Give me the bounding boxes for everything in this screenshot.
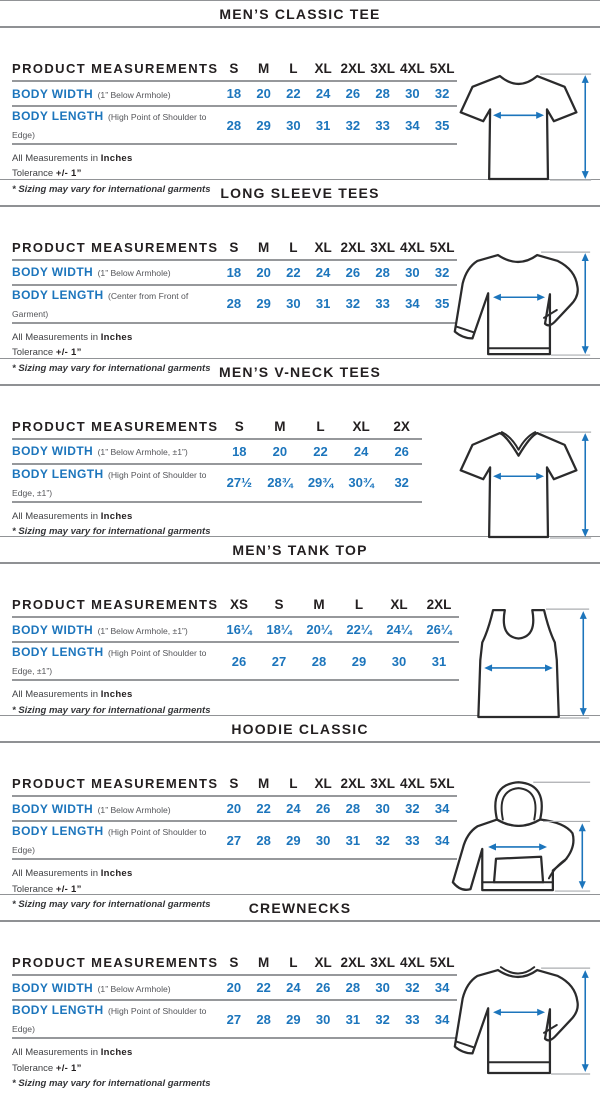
measurement-label: BODY LENGTH <box>12 824 104 839</box>
measurement-value: 24 <box>286 801 301 817</box>
size-header-xl: XL <box>314 239 332 255</box>
table-header-label: PRODUCT MEASUREMENTS <box>12 597 219 613</box>
measurement-value: 29 <box>351 653 367 669</box>
measurement-value: 30¾ <box>348 475 374 491</box>
measurement-value: 30 <box>405 86 420 101</box>
size-header-m: M <box>258 239 270 255</box>
measurement-value: 32 <box>405 980 420 996</box>
measurement-row <box>12 617 459 642</box>
size-header-4xl: 4XL <box>399 776 425 792</box>
table-header-label: PRODUCT MEASUREMENTS <box>12 418 219 434</box>
footnote-text: * Sizing may vary for international garments <box>12 362 211 374</box>
measurement-value: 24 <box>315 264 331 280</box>
footnote-text: * Sizing may vary for international garments <box>12 183 211 195</box>
size-header-2xl: 2XL <box>340 239 366 255</box>
measurement-value: 18¼ <box>266 622 292 638</box>
measurement-value: 28 <box>375 264 390 280</box>
measurement-label: BODY LENGTH <box>12 109 104 123</box>
measurement-value: 26¼ <box>426 622 452 638</box>
measurement-row <box>12 439 422 464</box>
measurement-value: 30 <box>375 980 390 996</box>
measurement-value: 29 <box>286 1011 301 1027</box>
measurement-value: 26 <box>231 653 247 669</box>
footnote-text: * Sizing may vary for international garments <box>12 1077 211 1089</box>
measurement-value: 32 <box>345 117 361 133</box>
measurement-value: 30 <box>286 296 301 312</box>
measurement-label: BODY WIDTH <box>12 801 94 816</box>
footnote-text: * Sizing may vary for international garments <box>12 899 211 911</box>
section-crewnecks <box>0 894 600 1089</box>
measurement-value: 29 <box>256 296 271 312</box>
measurement-value: 34 <box>405 117 420 133</box>
measurement-value: 35 <box>434 296 450 312</box>
footnote-bold-text: +/- 1” <box>55 168 82 180</box>
size-header-s: S <box>229 955 239 971</box>
measurement-note: (1” Below Armhole) <box>97 89 171 100</box>
measurement-value: 32 <box>434 86 450 101</box>
measurement-value: 27 <box>226 1011 242 1027</box>
measurement-note: (1” Below Armhole, ±1”) <box>97 447 188 458</box>
measurement-row <box>12 821 457 859</box>
footnote-text: All Measurements in <box>12 689 101 701</box>
measurement-value: 24 <box>315 86 331 101</box>
measurement-value: 34 <box>434 801 450 817</box>
footnote-bold-text: Inches <box>100 1047 133 1059</box>
measurement-note: (High Point of Shoulder to Edge) <box>12 827 207 856</box>
measurement-label: BODY LENGTH <box>12 287 104 302</box>
measurement-note: (1” Below Armhole, ±1”) <box>97 625 188 636</box>
measurement-value: 22 <box>313 443 328 459</box>
body-length-arrow <box>582 75 589 179</box>
size-header-l: L <box>289 955 298 971</box>
footnote-text: All Measurements in <box>12 331 101 343</box>
measurement-value: 34 <box>434 1011 450 1027</box>
size-header-xs: XS <box>229 597 248 613</box>
measurement-value: 20 <box>226 980 242 996</box>
measurement-label: BODY WIDTH <box>12 86 94 101</box>
measurement-value: 24¼ <box>386 622 412 638</box>
section-tank-top <box>0 536 600 715</box>
measurement-value: 34 <box>434 980 450 996</box>
size-header-2xl: 2XL <box>426 597 452 613</box>
crewneck-illustration <box>445 953 597 1095</box>
measurement-value: 34 <box>434 832 450 848</box>
measurement-value: 32 <box>405 801 420 817</box>
size-table-hoodie-classic <box>12 772 457 860</box>
measurement-value: 22 <box>286 86 301 101</box>
measurement-value: 20 <box>256 264 271 280</box>
measurement-row <box>12 464 422 502</box>
measurement-value: 22 <box>286 264 301 280</box>
measurement-value: 28¾ <box>267 475 293 491</box>
measurement-note: (High Point of Shoulder to Edge) <box>12 112 207 140</box>
measurement-note: (High Point of Shoulder to Edge) <box>12 1006 207 1035</box>
size-header-s: S <box>229 61 239 76</box>
size-header-l: L <box>354 597 364 613</box>
measurement-value: 18 <box>226 86 242 101</box>
measurement-value: 30 <box>405 264 420 280</box>
size-header-l: L <box>289 239 298 255</box>
footnote-text: All Measurements in <box>12 153 101 164</box>
measurement-value: 20 <box>226 801 242 817</box>
size-header-5xl: 5XL <box>429 776 455 792</box>
size-header-5xl: 5XL <box>429 239 455 255</box>
measurement-row <box>12 81 457 106</box>
measurement-note: (1” Below Armhole) <box>97 268 171 279</box>
measurement-value: 26 <box>394 443 409 459</box>
section-title: MEN’S CLASSIC TEE <box>219 6 381 22</box>
measurement-value: 33 <box>375 117 390 133</box>
footnote-bold-text: +/- 1” <box>55 347 82 359</box>
measurement-value: 27½ <box>226 475 252 491</box>
size-header-m: M <box>258 61 270 76</box>
measurement-value: 30 <box>315 832 331 848</box>
hoodie-illustration <box>445 774 597 916</box>
footnote-text: All Measurements in <box>12 510 101 522</box>
measurement-value: 31 <box>345 832 361 848</box>
v-neck-tee-illustration <box>445 417 597 559</box>
measurement-value: 24 <box>353 443 369 459</box>
measurement-value: 31 <box>315 296 331 312</box>
size-header-2xl: 2XL <box>340 776 366 792</box>
footnote-bold-text: Inches <box>100 689 133 701</box>
tank-top-illustration <box>445 595 597 737</box>
measurement-value: 29 <box>256 117 271 133</box>
footnote-text: All Measurements in <box>12 868 101 880</box>
footnote-text: * Sizing may vary for international garments <box>12 704 211 716</box>
size-header-m: M <box>274 418 286 434</box>
measurement-label: BODY WIDTH <box>12 265 94 280</box>
size-header-l: L <box>316 418 325 434</box>
measurement-label: BODY WIDTH <box>12 444 94 459</box>
measurement-note: (High Point of Shoulder to Edge, ±1”) <box>12 469 207 498</box>
size-header-3xl: 3XL <box>370 955 395 971</box>
size-header-2x: 2X <box>393 418 410 434</box>
size-header-xl: XL <box>314 61 332 76</box>
size-header-xl: XL <box>314 955 332 971</box>
body-length-arrow <box>582 433 589 537</box>
size-header-m: M <box>258 955 270 971</box>
table-header-label: PRODUCT MEASUREMENTS <box>12 61 219 76</box>
measurement-value: 18 <box>226 264 242 280</box>
measurement-value: 28 <box>226 296 242 312</box>
measurement-value: 26 <box>315 980 331 996</box>
footnote-bold-text: Inches <box>100 153 133 164</box>
measurement-value: 28 <box>226 117 242 133</box>
footnote-text: Tolerance <box>12 1062 56 1074</box>
measurement-note: (1” Below Armhole) <box>97 804 171 815</box>
size-header-3xl: 3XL <box>370 61 395 76</box>
footnote-bold-text: Inches <box>100 510 133 522</box>
measurement-value: 26 <box>345 264 361 280</box>
measurement-row <box>12 106 457 144</box>
section-title: MEN’S V-NECK TEES <box>219 363 381 380</box>
size-header-3xl: 3XL <box>370 776 395 792</box>
size-header-xl: XL <box>352 418 370 434</box>
measurement-label: BODY WIDTH <box>12 980 94 995</box>
footnote-text: Tolerance <box>12 347 56 359</box>
measurement-value: 30 <box>391 653 407 669</box>
measurement-value: 32 <box>345 296 361 312</box>
measurement-label: BODY LENGTH <box>12 466 104 481</box>
size-header-4xl: 4XL <box>399 955 425 971</box>
measurement-value: 30 <box>286 117 301 133</box>
section-title: CREWNECKS <box>248 900 352 917</box>
body-length-arrow <box>582 253 589 354</box>
footnote-text: Tolerance <box>12 883 56 895</box>
footnote-bold-text: +/- 1” <box>55 883 82 895</box>
classic-tee-illustration <box>445 59 597 201</box>
measurement-value: 24 <box>286 980 301 996</box>
size-header-s: S <box>229 239 239 255</box>
measurement-value: 29 <box>286 832 301 848</box>
measurement-note: (Center from Front of Garment) <box>12 290 189 319</box>
measurement-value: 32 <box>375 1011 390 1027</box>
measurement-value: 20¼ <box>306 622 332 638</box>
measurement-value: 22 <box>256 801 271 817</box>
measurement-row <box>12 975 457 1000</box>
size-header-s: S <box>234 418 244 434</box>
measurement-row <box>12 285 457 323</box>
measurement-value: 28 <box>256 1011 271 1027</box>
measurement-note: (High Point of Shoulder to Edge, ±1”) <box>12 648 207 677</box>
size-header-2xl: 2XL <box>340 61 366 76</box>
section-title: LONG SLEEVE TEES <box>220 184 380 201</box>
measurement-value: 28 <box>375 86 390 101</box>
measurement-value: 18 <box>232 443 247 459</box>
measurement-value: 33 <box>375 296 390 312</box>
measurement-value: 28 <box>311 653 327 669</box>
size-header-m: M <box>258 776 270 792</box>
body-length-arrow <box>582 970 589 1072</box>
size-header-2xl: 2XL <box>340 955 366 971</box>
footnote-bold-text: Inches <box>100 331 133 343</box>
body-length-arrow <box>580 612 587 717</box>
size-table-classic-tee <box>12 57 457 145</box>
long-sleeve-tee-illustration <box>445 238 597 380</box>
measurement-row <box>12 642 459 680</box>
size-table-v-neck-tees <box>12 415 422 503</box>
size-table-crewnecks <box>12 951 457 1039</box>
measurement-value: 27 <box>226 832 242 848</box>
measurement-row <box>12 1000 457 1038</box>
measurement-value: 20 <box>256 86 271 101</box>
size-header-xl: XL <box>314 776 332 792</box>
size-table-long-sleeve-tees <box>12 236 457 324</box>
measurement-value: 16¼ <box>226 622 252 638</box>
size-header-xl: XL <box>390 597 408 613</box>
table-header-label: PRODUCT MEASUREMENTS <box>12 955 219 971</box>
measurement-value: 20 <box>272 443 288 459</box>
size-header-5xl: 5XL <box>429 955 455 971</box>
measurement-row <box>12 260 457 285</box>
measurement-value: 28 <box>345 801 361 817</box>
section-title: MEN’S TANK TOP <box>232 542 368 559</box>
measurement-value: 33 <box>405 1011 420 1027</box>
section-title: HOODIE CLASSIC <box>231 721 369 738</box>
measurement-value: 31 <box>345 1011 361 1027</box>
footnote-bold-text: Inches <box>100 868 133 880</box>
measurement-value: 27 <box>271 653 287 669</box>
measurement-value: 30 <box>315 1011 331 1027</box>
size-header-4xl: 4XL <box>399 61 425 76</box>
footnote-text: Tolerance <box>12 168 56 180</box>
measurement-value: 32 <box>434 264 450 280</box>
size-header-s: S <box>274 597 284 613</box>
measurement-value: 28 <box>345 980 361 996</box>
measurement-value: 33 <box>405 832 420 848</box>
measurement-value: 35 <box>434 117 450 133</box>
measurement-value: 26 <box>345 86 361 101</box>
size-header-l: L <box>289 61 298 76</box>
measurement-row <box>12 796 457 821</box>
table-header-label: PRODUCT MEASUREMENTS <box>12 239 219 255</box>
measurement-value: 22¼ <box>346 622 372 638</box>
measurement-value: 32 <box>375 832 390 848</box>
measurement-label: BODY LENGTH <box>12 645 104 660</box>
footnote-text: * Sizing may vary for international garments <box>12 526 211 538</box>
measurement-value: 34 <box>405 296 420 312</box>
size-header-l: L <box>289 776 298 792</box>
size-header-5xl: 5XL <box>429 61 455 76</box>
measurement-value: 30 <box>375 801 390 817</box>
measurement-value: 31 <box>431 653 447 669</box>
table-header-label: PRODUCT MEASUREMENTS <box>12 776 219 792</box>
size-header-3xl: 3XL <box>370 239 395 255</box>
measurement-value: 22 <box>256 980 271 996</box>
section-v-neck-tees <box>0 358 600 537</box>
measurement-value: 28 <box>256 832 271 848</box>
size-header-4xl: 4XL <box>399 239 425 255</box>
footnote-text: All Measurements in <box>12 1047 101 1059</box>
footnote-bold-text: +/- 1” <box>55 1062 82 1074</box>
size-table-tank-top <box>12 593 459 681</box>
size-header-m: M <box>313 597 325 613</box>
section-title-bar <box>0 0 600 28</box>
measurement-label: BODY WIDTH <box>12 622 94 637</box>
measurement-note: (1” Below Armhole) <box>97 983 171 994</box>
measurement-value: 26 <box>315 801 331 817</box>
measurement-value: 32 <box>394 475 409 491</box>
size-header-s: S <box>229 776 239 792</box>
measurement-value: 29¾ <box>307 475 334 491</box>
measurement-label: BODY LENGTH <box>12 1003 104 1018</box>
measurement-value: 31 <box>315 117 331 133</box>
body-length-arrow <box>579 824 586 890</box>
